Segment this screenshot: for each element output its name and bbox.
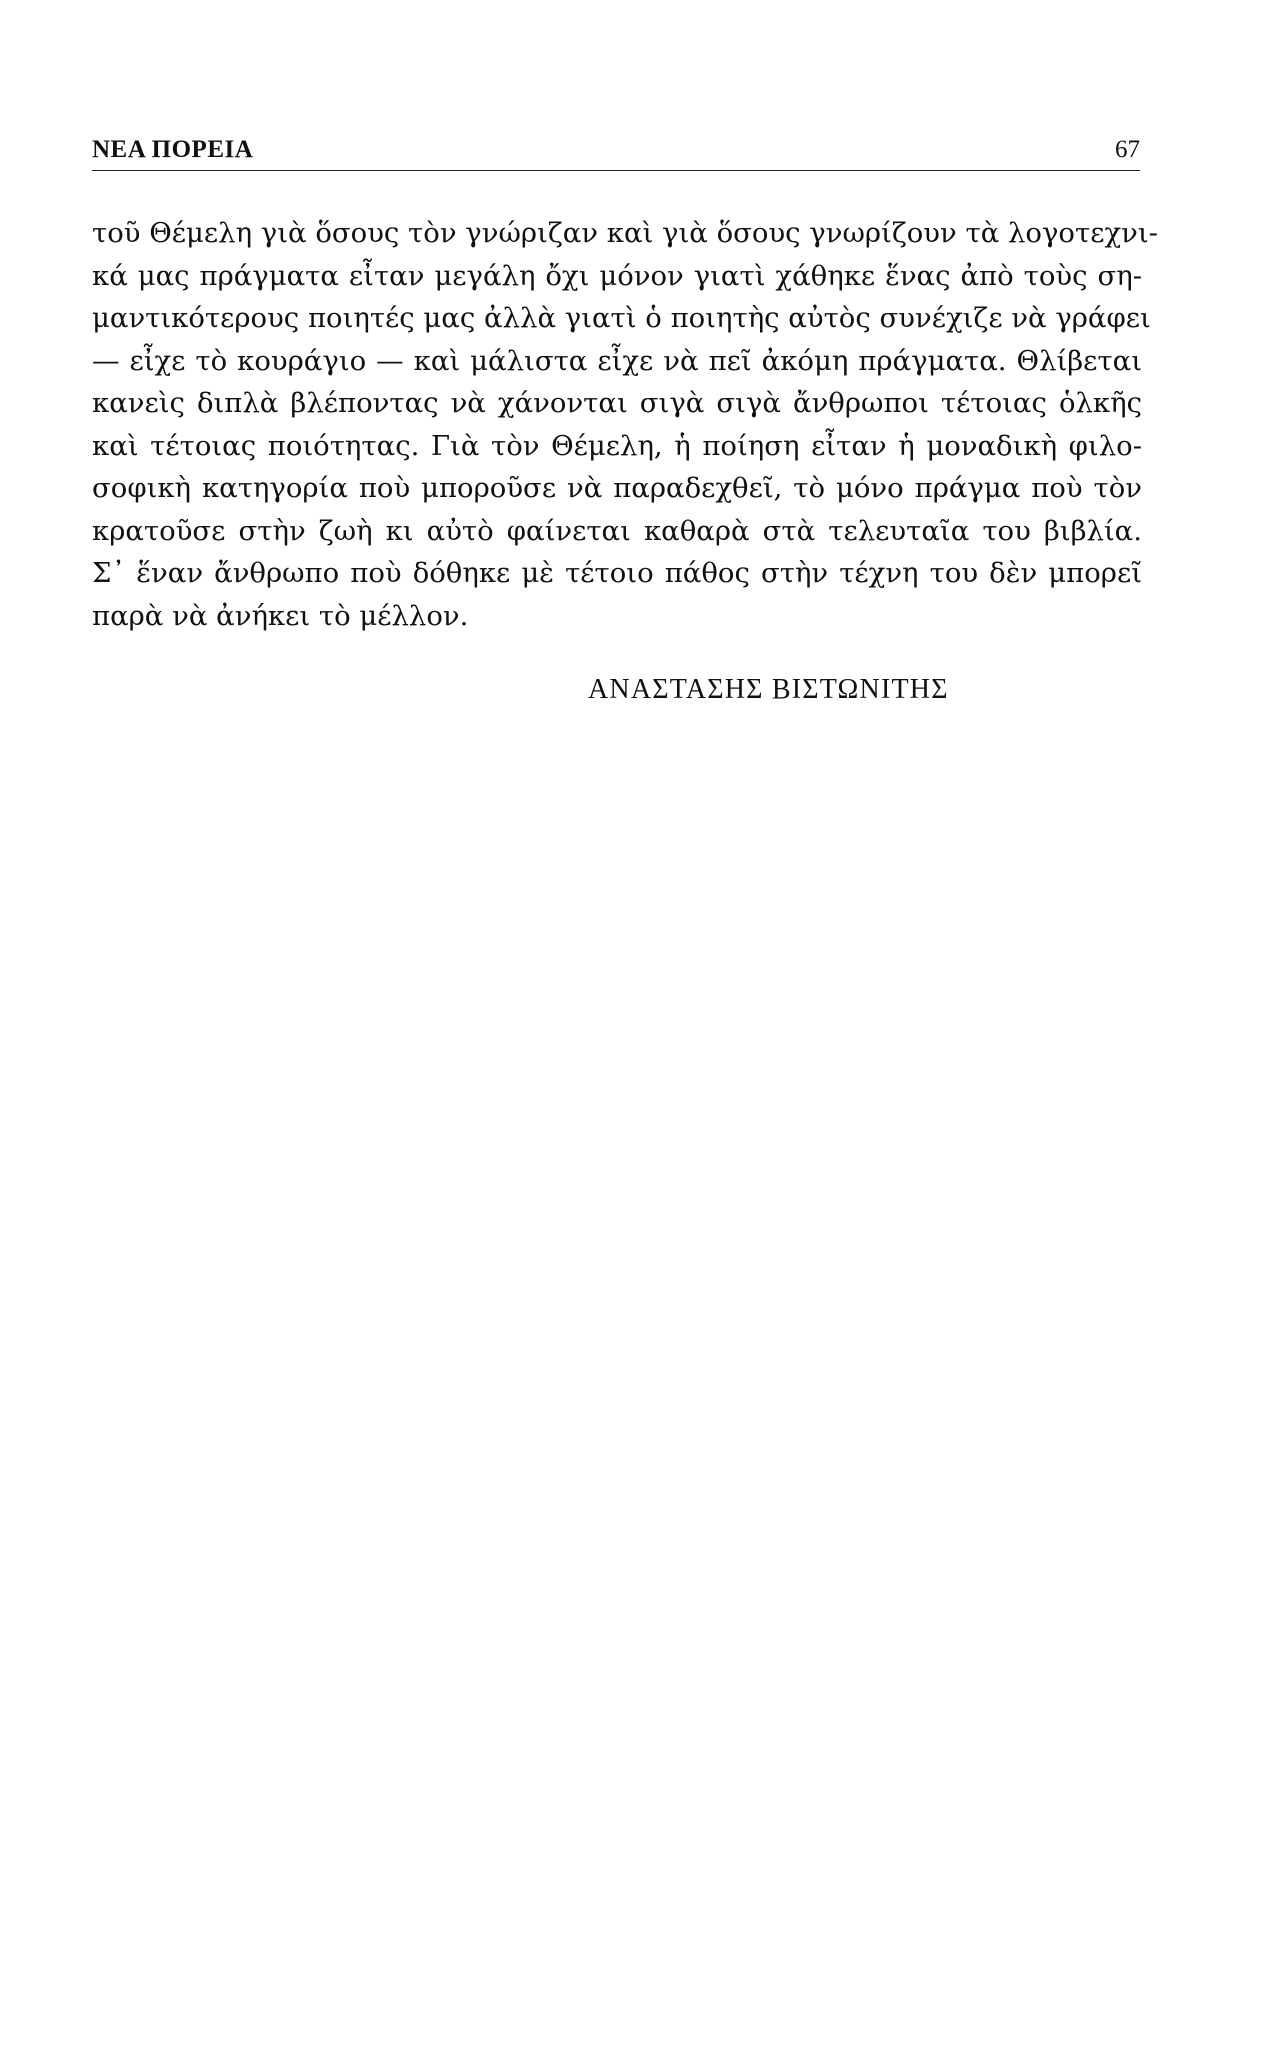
page-number: 67 <box>1115 136 1140 163</box>
body-paragraph <box>92 212 1158 637</box>
journal-title: ΝΕΑ ΠΟΡΕΙΑ <box>92 136 254 163</box>
header-rule <box>92 170 1140 171</box>
text-line: κά μας πράγματα εἶταν μεγάλη ὄχι μόνον γιατὶ χάθηκε ἕνας ἀπὸ τοὺς ση- <box>92 259 1142 292</box>
text-line: παρὰ νὰ ἀνήκει τὸ μέλλον. <box>92 599 469 632</box>
text-line: σοφικὴ κατηγορία ποὺ μποροῦσε νὰ παραδεχθεῖ, τὸ μόνο πράγμα ποὺ τὸν <box>92 472 1142 504</box>
text-line: Σ᾿ ἕναν ἄνθρωπο ποὺ δόθηκε μὲ τέτοιο πάθος στὴν τέχνη του δὲν μπορεῖ <box>92 557 1142 589</box>
text-line: μαντικότερους ποιητές μας ἀλλὰ γιατὶ ὁ ποιητὴς αὐτὸς συνέχιζε νὰ γράφει <box>92 302 1151 334</box>
author-signature: ΑΝΑΣΤΑΣΗΣ ΒΙΣΤΩΝΙΤΗΣ <box>588 674 949 705</box>
text-line: κανεὶς διπλὰ βλέποντας νὰ χάνονται σιγὰ σιγὰ ἄνθρωποι τέτοιας ὁλκῆς <box>92 387 1142 419</box>
text-line: καὶ τέτοιας ποιότητας. Γιὰ τὸν Θέμελη, ἡ ποίηση εἶταν ἡ μοναδικὴ φιλο- <box>92 429 1142 462</box>
text-line: — εἶχε τὸ κουράγιο — καὶ μάλιστα εἶχε νὰ πεῖ ἀκόμη πράγματα. Θλίβεται <box>92 344 1142 377</box>
text-line: κρατοῦσε στὴν ζωὴ κι αὐτὸ φαίνεται καθαρὰ στὰ τελευταῖα του βιβλία. <box>92 514 1142 547</box>
running-header <box>92 130 1140 170</box>
text-line: τοῦ Θέμελη γιὰ ὅσους τὸν γνώριζαν καὶ γιὰ ὅσους γνωρίζουν τὰ λογοτεχνι- <box>92 217 1158 249</box>
